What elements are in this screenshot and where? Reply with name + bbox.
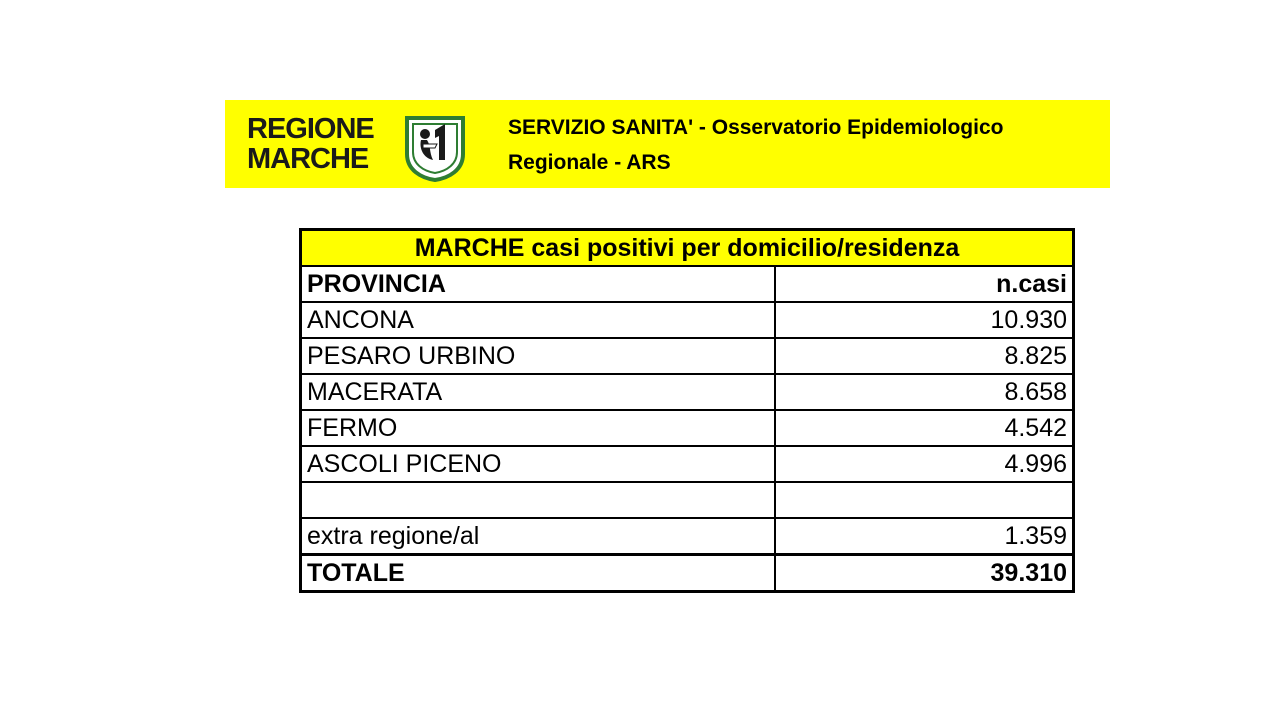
header-title-line-2: Regionale - ARS [508,151,671,174]
table-row-empty [301,482,1074,518]
provincia-cell: extra regione/al [301,518,776,555]
logo-line-2: MARCHE [247,143,369,175]
n-casi-cell: 8.658 [775,374,1074,410]
header-title [508,110,1098,180]
total-label: TOTALE [301,555,776,592]
total-value: 39.310 [775,555,1074,592]
provincia-cell: PESARO URBINO [301,338,776,374]
regione-marche-logo [247,112,497,178]
n-casi-cell: 4.542 [775,410,1074,446]
column-header-provincia: PROVINCIA [301,266,776,302]
provincia-cell: FERMO [301,410,776,446]
table-header-row [301,266,1074,302]
table-row [301,302,1074,338]
n-casi-cell: 1.359 [775,518,1074,555]
table-total-row [301,555,1074,592]
header-band [225,100,1110,188]
table-row [301,374,1074,410]
regione-marche-emblem-icon [401,114,469,182]
table-title: MARCHE casi positivi per domicilio/residenza [301,230,1074,267]
provincia-cell: ANCONA [301,302,776,338]
logo-text [247,114,374,174]
column-header-n-casi: n.casi [775,266,1074,302]
n-casi-cell: 10.930 [775,302,1074,338]
provincia-cell: ASCOLI PICENO [301,446,776,482]
logo-line-1: REGIONE [247,113,374,145]
table-row [301,518,1074,555]
table-row [301,446,1074,482]
provincia-cell [301,482,776,518]
n-casi-cell: 4.996 [775,446,1074,482]
n-casi-cell: 8.825 [775,338,1074,374]
table-row [301,410,1074,446]
table-row [301,338,1074,374]
n-casi-cell [775,482,1074,518]
table-title-row [301,230,1074,267]
provincia-cell: MACERATA [301,374,776,410]
header-title-line-1: SERVIZIO SANITA' - Osservatorio Epidemiologico [508,116,1004,139]
cases-table [299,228,1075,593]
